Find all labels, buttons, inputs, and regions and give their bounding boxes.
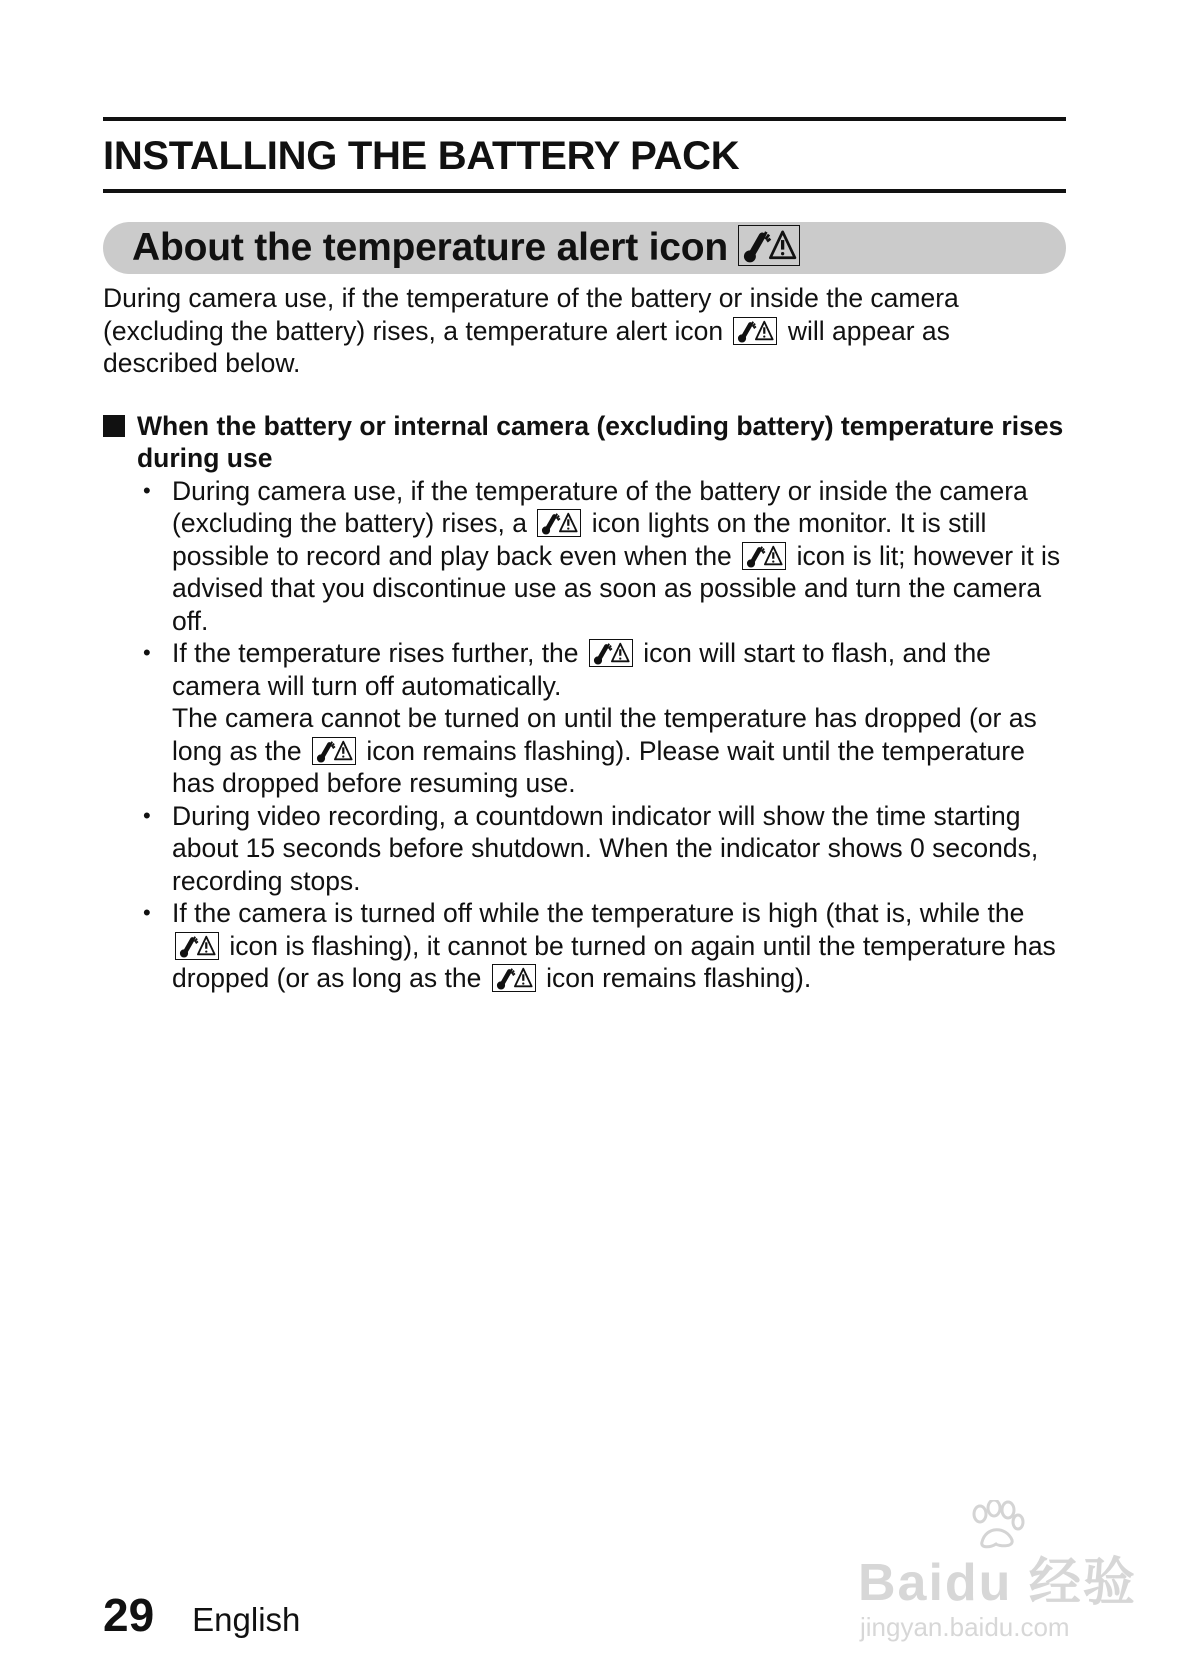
temperature-alert-icon xyxy=(738,225,800,266)
list-item xyxy=(103,800,1066,898)
bullet-list xyxy=(103,475,1066,995)
intro-paragraph xyxy=(103,282,1066,380)
watermark-url: jingyan.baidu.com xyxy=(860,1612,1070,1642)
manual-page xyxy=(103,117,1066,995)
intro-text-2: will appear as described below. xyxy=(103,315,950,378)
temperature-alert-icon xyxy=(589,639,633,667)
bullet-1-text-3: icon is lit; however it is advised that you discontinue use as soon as possible and turn the camera off. xyxy=(172,540,1061,636)
bullet-2-text-2: icon will start to flash, and the camera will turn off automatically. xyxy=(172,638,991,701)
bottom-rule xyxy=(103,189,1066,193)
list-heading-text: When the battery or internal camera (excluding battery) temperature rises during use xyxy=(137,410,1064,473)
temperature-alert-icon xyxy=(312,737,356,765)
top-rule xyxy=(103,117,1066,121)
section-title: About the temperature alert icon xyxy=(132,226,729,269)
temperature-alert-icon xyxy=(742,542,786,570)
square-bullet-icon xyxy=(103,415,125,437)
page-footer xyxy=(103,1588,300,1642)
temperature-alert-icon xyxy=(537,509,581,537)
list-item xyxy=(103,637,1066,800)
intro-text-1: During camera use, if the temperature of the battery or inside the camera (excluding the battery) rises, a temperature alert icon xyxy=(103,283,959,346)
list-item xyxy=(103,897,1066,995)
chapter-title: INSTALLING THE BATTERY PACK xyxy=(103,134,740,178)
temperature-alert-icon xyxy=(492,964,536,992)
language-label: English xyxy=(192,1601,301,1638)
bullet-3-text-1: During video recording, a countdown indicator will show the time starting about 15 seconds before shutdown. When the indicator shows 0 seconds, recording stops. xyxy=(172,800,1039,896)
list-heading xyxy=(103,410,1066,475)
bullet-2-text-3: The camera cannot be turned on until the temperature has dropped (or as long as the xyxy=(172,703,1037,766)
page-number: 29 xyxy=(103,1589,155,1641)
bullet-4-text-3: icon remains flashing). xyxy=(546,963,812,993)
bullet-2-text-4: icon remains flashing). Please wait until the temperature has dropped before resuming use. xyxy=(172,735,1025,798)
baidu-watermark xyxy=(858,1500,1138,1650)
bullet-4-text-1: If the camera is turned off while the temperature is high (that is, while the xyxy=(172,898,1025,928)
bullet-2-text-1: If the temperature rises further, the xyxy=(172,638,579,668)
bullet-4-text-2: icon is flashing), it cannot be turned on again until the temperature has dropped (or as long as the xyxy=(172,930,1056,993)
section-header xyxy=(103,222,1066,274)
list-item xyxy=(103,475,1066,638)
temperature-alert-icon xyxy=(733,317,777,345)
bullet-1-text-1: During camera use, if the temperature of the battery or inside the camera (excluding the battery) rises, a xyxy=(172,475,1028,538)
watermark-brand: Baidu 经验 xyxy=(858,1554,1137,1612)
bullet-1-text-2: icon lights on the monitor. It is still possible to record and play back even when the xyxy=(172,508,987,571)
temperature-alert-icon xyxy=(175,932,219,960)
